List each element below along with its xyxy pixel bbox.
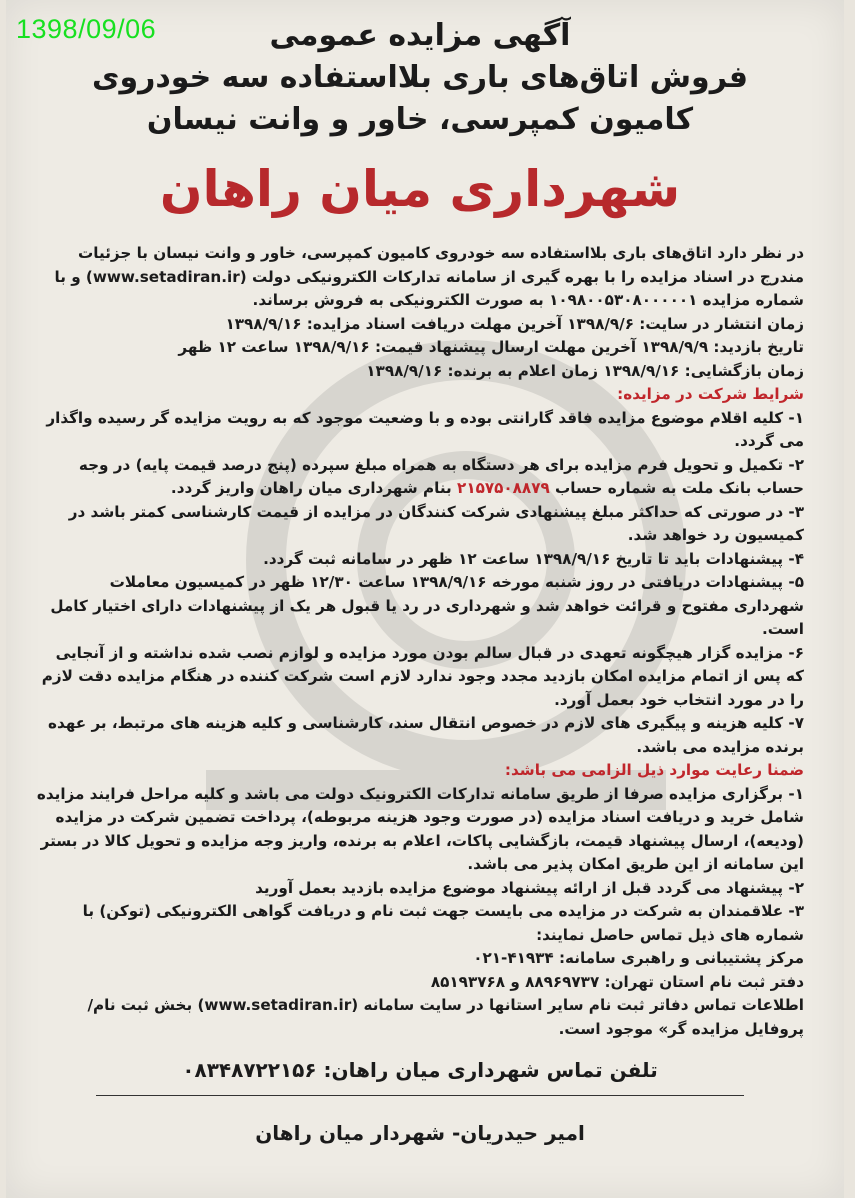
condition-2-text-a: ۲- تکمیل و تحویل فرم مزایده برای هر دستگاه به همراه مبلغ سپرده (پنج درصد قیمت پایه) در وجه حساب بانک ملت به شماره حساب — [78, 455, 804, 497]
tehran-office: دفتر ثبت نام استان تهران: ۸۸۹۶۹۷۳۷ و ۸۵۱۹۳۷۶۸ — [430, 972, 804, 991]
dates-line-2: تاریخ بازدید: ۱۳۹۸/۹/۹ آخرین مهلت ارسال پیشنهاد قیمت: ۱۳۹۸/۹/۱۶ ساعت ۱۲ ظهر — [178, 338, 804, 356]
signature: امیر حیدریان- شهردار میان راهان — [255, 1121, 585, 1145]
organization-name: شهرداری میان راهان — [159, 160, 681, 218]
condition-2-text-b: بنام شهرداری میان راهان واریز گردد. — [170, 479, 458, 497]
condition-6: ۶- مزایده گزار هیچگونه تعهدی در قبال سالم بودن مورد مزایده و لوازم نصب شده نداشته و از آنجایی که پس از اتمام مزایده امکان بازدید مجدد وجود ندارد لازم است شرکت کننده در هنگام مزایده دقت لازم را در مورد انتخاب خود بعمل آورد. — [41, 643, 804, 709]
notice-subtitle-2: کامیون کمپرسی، خاور و وانت نیسان — [146, 102, 694, 137]
notice-title: آگهی مزایده عمومی — [269, 18, 571, 53]
notice-subtitle-1: فروش اتاق‌های باری بلااستفاده سه خودروی — [91, 60, 749, 95]
notice-content — [36, 12, 804, 1148]
newspaper-page — [6, 0, 844, 1198]
date-stamp: 1398/09/06 — [16, 14, 157, 44]
intro-paragraph: در نظر دارد اتاق‌های باری بلااستفاده سه خودروی کامیون کمپرسی، خاور و وانت نیسان با جزئیات مندرج در اسناد مزایده را با بهره گیری از سامانه تدارکات الکترونیکی دولت (www.setadiran.ir) و با شماره مزایده ۱۰۹۸۰۰۵۳۰۸۰۰۰۰۰۱ به صورت الکترونیکی به فروش برساند. — [54, 244, 804, 309]
dates-line-3: زمان بازگشایی: ۱۳۹۸/۹/۱۶ زمان اعلام به برنده: ۱۳۹۸/۹/۱۶ — [366, 361, 804, 380]
divider — [96, 1095, 744, 1096]
bank-account-number: ۲۱۵۷۵۰۸۸۷۹ — [457, 479, 550, 497]
conditions-heading: شرایط شرکت در مزایده: — [617, 385, 804, 403]
condition-3: ۳- در صورتی که حداکثر مبلغ پیشنهادی شرکت کنندگان در مزایده از قیمت کارشناسی کمتر باشد در کمیسیون رد خواهد شد. — [68, 502, 804, 544]
note-3: ۳- علاقمندان به شرکت در مزایده می بایست جهت ثبت نام و دریافت گواهی الکترونیکی (توکن) با شماره های ذیل تماس حاصل نمایند: — [82, 902, 804, 944]
notes-heading: ضمنا رعایت موارد ذیل الزامی می باشد: — [504, 761, 804, 779]
condition-4: ۴- پیشنهادات باید تا تاریخ ۱۳۹۸/۹/۱۶ ساعت ۱۲ ظهر در سامانه ثبت گردد. — [263, 549, 804, 568]
condition-2 — [36, 454, 804, 501]
note-1: ۱- برگزاری مزایده صرفا از طریق سامانه تدارکات الکترونیک دولت می باشد و کلیه مراحل فرایند مزایده شامل خرید و دریافت اسناد مزایده (در صورت وجود هزینه مربوطه)، پرداخت تضمین شرکت در مزایده (ودیعه)، ارسال پیشنهاد قیمت، بازگشایی پاکات، اعلام به برنده، واریز وجه مزایده و تحویل کالا در بستر این سامانه از این طریق امکان پذیر می باشد. — [36, 784, 804, 873]
notice-body — [36, 242, 804, 1041]
contact-phone: تلفن تماس شهرداری میان راهان: ۰۸۳۴۸۷۲۲۱۵۶ — [182, 1058, 658, 1082]
note-2: ۲- پیشنهاد می گردد قبل از ارائه پیشنهاد موضوع مزایده بازدید بعمل آورید — [255, 878, 804, 897]
other-provinces-info: اطلاعات تماس دفاتر ثبت نام سایر استانها در سایت سامانه (www.setadiran.ir) بخش ثبت نام/ پروفایل مزایده گر» موجود است. — [87, 996, 804, 1038]
condition-7: ۷- کلیه هزینه و پیگیری های لازم در خصوص انتقال سند، کارشناسی و کلیه هزینه های مرتبط، بر عهده برنده مزایده می باشد. — [48, 714, 804, 756]
support-center: مرکز پشتیبانی و راهبری سامانه: ۴۱۹۳۴-۰۲۱ — [473, 949, 804, 967]
dates-line-1: زمان انتشار در سایت: ۱۳۹۸/۹/۶ آخرین مهلت دریافت اسناد مزایده: ۱۳۹۸/۹/۱۶ — [225, 314, 804, 333]
condition-1: ۱- کلیه اقلام موضوع مزایده فاقد گارانتی بوده و با وضعیت موجود که به رویت مزایده گر رسیده واگذار می گردد. — [46, 408, 804, 450]
condition-5: ۵- پیشنهادات دریافتی در روز شنبه مورخه ۱۳۹۸/۹/۱۶ ساعت ۱۲/۳۰ ظهر در کمیسیون معاملات شهرداری مفتوح و قرائت خواهد شد و شهرداری در رد یا قبول هر یک از پیشنهادات دارای اختیار کامل است. — [50, 573, 804, 638]
